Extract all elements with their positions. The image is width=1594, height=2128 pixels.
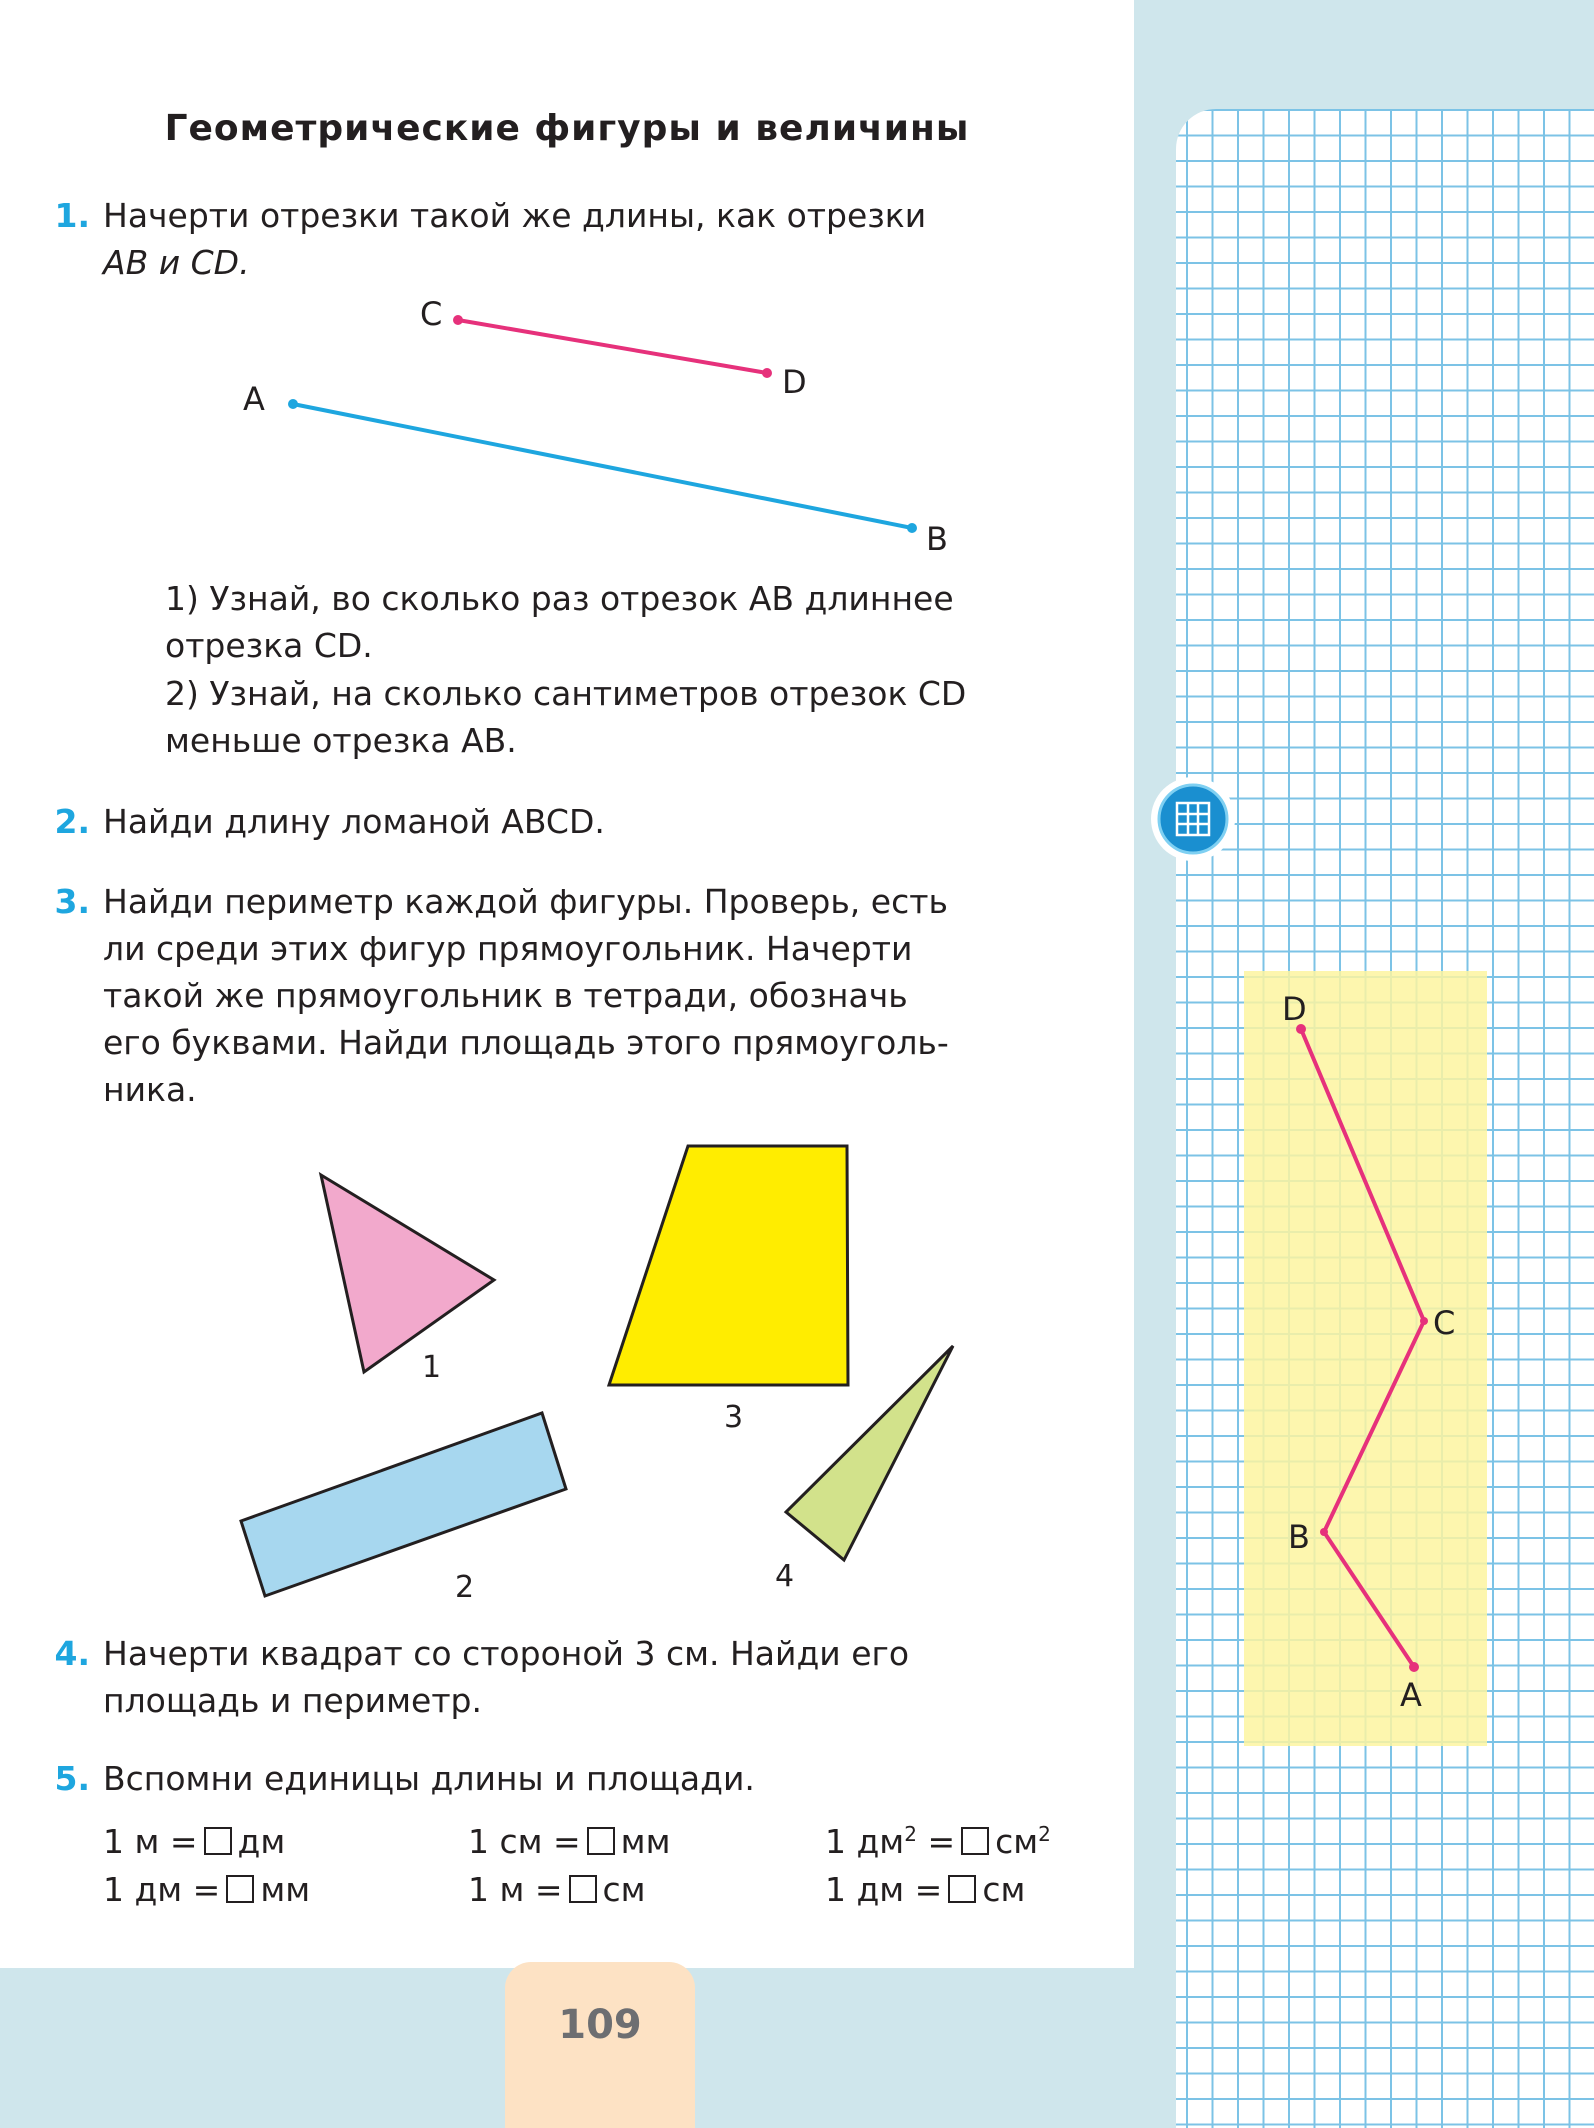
label-b: B [1288,1518,1310,1556]
point-a [1409,1662,1419,1672]
label-c: C [1433,1304,1456,1342]
unit-left: 1 дм = [825,1870,943,1909]
shape-3-label: 3 [724,1400,744,1435]
task-number: 4. [54,1634,90,1673]
task-3-line5: ника. [103,1070,197,1109]
shape-4-label: 4 [775,1559,795,1594]
unit-left: 1 см = [468,1822,581,1861]
label-d: D [782,363,807,401]
shape-2-label: 2 [455,1570,475,1605]
task-number: 5. [54,1759,90,1798]
equals-sign: = [927,1822,956,1861]
q2-line1: 2) Узнай, на сколько сантиметров отрезок CD [165,674,967,713]
unit-right: мм [620,1822,671,1861]
task-3-line2: ли среди этих фигур прямоугольник. Начерти [103,929,913,968]
unit-right: дм [237,1822,286,1861]
label-b: B [926,520,948,558]
point-b [1320,1528,1328,1536]
unit-left: 1 дм [825,1822,905,1861]
task-3-line4: его буквами. Найди площадь этого прямоуголь- [103,1023,949,1062]
point-c [1420,1317,1428,1325]
task-number: 1. [54,196,90,235]
unit-left: 1 м = [103,1822,198,1861]
shape-1-label: 1 [422,1350,442,1385]
label-c: C [420,295,443,333]
unit-right: см [995,1822,1039,1861]
unit-left: 1 дм = [103,1870,221,1909]
polyline-abcd [1301,1029,1424,1667]
label-a: A [243,380,265,418]
task-number: 2. [54,802,90,841]
label-a: A [1400,1676,1422,1714]
unit-left: 1 м = [468,1870,563,1909]
unit-right: см [602,1870,646,1909]
task-number: 3. [54,882,90,921]
task-4-line1: Начерти квадрат со стороной 3 см. Найди его [103,1634,910,1673]
q1-line1: 1) Узнай, во сколько раз отрезок AB длиннее [165,579,954,618]
task-5-text: Вспомни единицы длины и площади. [103,1759,755,1798]
page-number: 109 [558,2002,642,2048]
task-3-line3: такой же прямоугольник в тетради, обозначь [103,976,908,1015]
q2-line2: меньше отрезка AB. [165,721,517,760]
page-title: Геометрические фигуры и величины [164,108,970,149]
q1-line2: отрезка CD. [165,626,373,665]
superscript: 2 [904,1822,917,1846]
superscript: 2 [1038,1822,1051,1846]
task-1-line1: Начерти отрезки такой же длины, как отрезки [103,196,927,235]
unit-right: мм [260,1870,311,1909]
task-3-line1: Найди периметр каждой фигуры. Проверь, есть [103,882,948,921]
task-2-text: Найди длину ломаной ABCD. [103,802,605,841]
task-4-line2: площадь и периметр. [103,1681,482,1720]
label-d: D [1282,990,1307,1028]
task-1-line2: AB и CD. [103,243,250,282]
unit-right: см [982,1870,1026,1909]
